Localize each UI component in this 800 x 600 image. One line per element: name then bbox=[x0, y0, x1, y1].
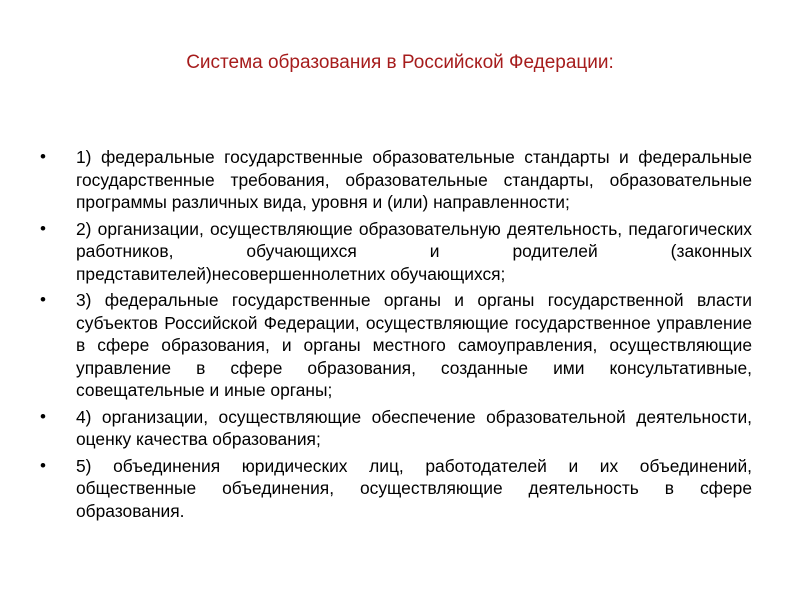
bullet-icon: • bbox=[40, 147, 46, 166]
slide-title: Система образования в Российской Федерации: bbox=[186, 52, 614, 73]
bullet-icon: • bbox=[40, 455, 46, 475]
list-item bbox=[40, 455, 752, 523]
list-item-text: 1) федеральные государственные образовательные стандарты и федеральные государственные требования, образовательные стандарты, образовательные программы различных вида, уровня и (или) направленности; bbox=[76, 147, 752, 212]
list-item bbox=[40, 146, 752, 214]
list-item-text: 2) организации, осуществляющие образовательную деятельность, педагогических работников, обучающихся и родителей (законных представителей)несовершеннолетних обучающихся; bbox=[76, 218, 752, 284]
bullet-icon: • bbox=[40, 406, 46, 426]
list-item-text: 5) объединения юридических лиц, работодателей и их объединений, общественные объединения, осуществляющие деятельность в сфере образования. bbox=[76, 455, 752, 521]
bullet-icon: • bbox=[40, 290, 46, 309]
list-item bbox=[40, 406, 752, 451]
bullet-icon: • bbox=[40, 218, 46, 238]
list-item-text: 3) федеральные государственные органы и органы государственной власти субъектов Российской Федерации, осуществляющие государственное управление в сфере образования, и органы местного самоуправления, осуществляющие управление в сфере образования, созданные ими консультативные, совещательные и иные органы; bbox=[76, 290, 752, 400]
list-item bbox=[40, 218, 752, 286]
bullet-list bbox=[40, 146, 752, 526]
list-item bbox=[40, 289, 752, 402]
list-item-text: 4) организации, осуществляющие обеспечение образовательной деятельности, оценку качества образования; bbox=[76, 406, 752, 449]
